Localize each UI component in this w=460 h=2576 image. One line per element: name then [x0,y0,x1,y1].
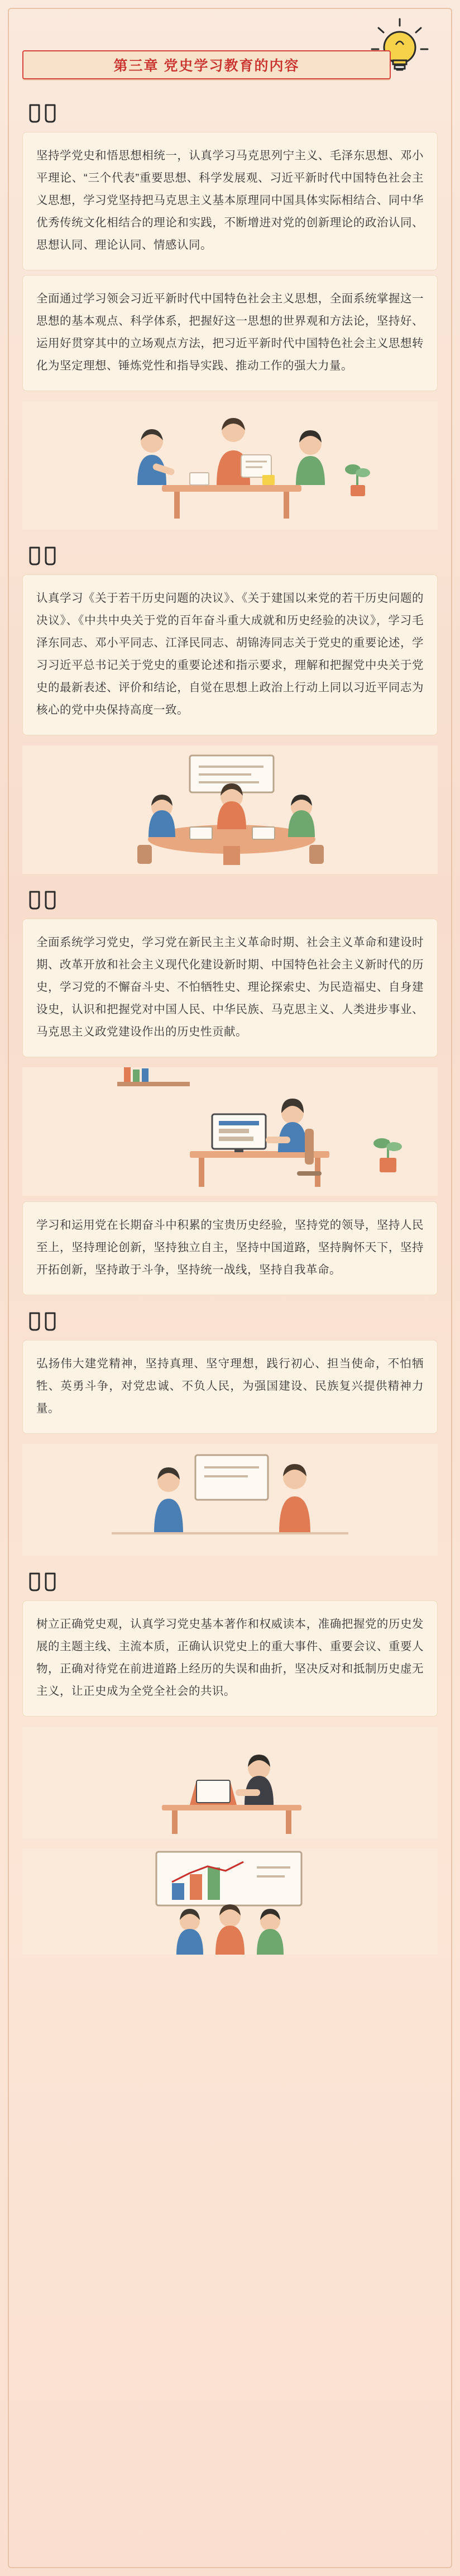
quote-mark-icon [27,102,61,125]
paragraph-text: 学习和运用党在长期奋斗中积累的宝贵历史经验，坚持党的领导，坚持人民至上，坚持理论创新，坚持独立自主，坚持中国道路，坚持胸怀天下，坚持开拓创新，坚持敢于斗争，坚持统一战线，坚持自我革命。 [36,1219,424,1276]
paragraph-card [22,1600,438,1717]
quote-mark-icon [27,1570,61,1594]
paragraph-text: 坚持学党史和悟思想相统一，认真学习马克思列宁主义、毛泽东思想、邓小平理论、“三个代表”重要思想、科学发展观、习近平新时代中国特色社会主义思想，学习党坚持把马克思主义基本原理同中国具体实际相结合、同中华优秀传统文化相结合的理论和实践，不断增进对党的创新理论的政治认同、思想认同、理论认同、情感认同。 [36,149,424,251]
paragraph-card [22,1201,438,1295]
person-with-laptop-illustration [22,1727,438,1838]
quote-mark-icon [27,1310,61,1333]
paragraph-text: 全面系统学习党史，学习党在新民主主义革命时期、社会主义革命和建设时期、改革开放和社会主义现代化建设新时期、中国特色社会主义新时代的历史，学习党的不懈奋斗史、不怕牺牲史、理论探索史、为民造福史、自身建设史，认识和把握党对中国人民、中华民族、马克思主义、人类进步事业、马克思主义政党建设作出的历史性贡献。 [36,936,424,1038]
chapter-title-bar [22,50,391,79]
paragraph-text: 树立正确党史观，认真学习党史基本著作和权威读本，准确把握党的历史发展的主题主线、主流本质，正确认识党史上的重大事件、重要会议、重要人物，正确对待党在前进道路上经历的失误和曲折，坚决反对和抵制历史虚无主义，让正史成为全党全社会的共识。 [36,1618,424,1698]
paragraph-card [22,574,438,735]
paragraph-card [22,919,438,1057]
figures-standing-illustration [22,1444,438,1556]
paragraph-text: 全面通过学习领会习近平新时代中国特色社会主义思想，全面系统掌握这一思想的基本观点、科学体系，把握好这一思想的世界观和方法论，坚持好、运用好贯穿其中的立场观点方法，把习近平新时代中国特色社会主义思想转化为坚定理想、锤炼党性和指导实践、推动工作的强大力量。 [36,292,424,372]
paragraph-card [22,275,438,391]
meeting-room-illustration [22,745,438,874]
paragraph-text: 认真学习《关于若干历史问题的决议》、《关于建国以来党的若干历史问题的决议》、《中共中央关于党的百年奋斗重大成就和历史经验的决议》，学习毛泽东同志、邓小平同志、江泽民同志、胡锦涛同志关于党史的重要论述，学习习近平总书记关于党史的重要论述和指示要求，理解和把握党中央关于党史的最新表述、评价和结论，自觉在思想上政治上行动上同以习近平同志为核心的党中央保持高度一致。 [36,592,424,716]
page-title: 第三章 党史学习教育的内容 [113,58,300,74]
people-at-table-illustration [22,401,438,530]
quote-mark-icon [27,544,61,568]
quote-mark-icon [27,888,61,912]
paragraph-card [22,1340,438,1434]
person-at-desk-computer-illustration [22,1067,438,1196]
page-header [22,20,438,87]
paragraph-text: 弘扬伟大建党精神，坚持真理、坚守理想，践行初心、担当使命，不怕牺牲、英勇斗争，对党忠诚、不负人民，为强国建设、民族复兴提供精神力量。 [36,1357,424,1415]
paragraph-card [22,132,438,270]
team-presentation-illustration [22,1848,438,1955]
